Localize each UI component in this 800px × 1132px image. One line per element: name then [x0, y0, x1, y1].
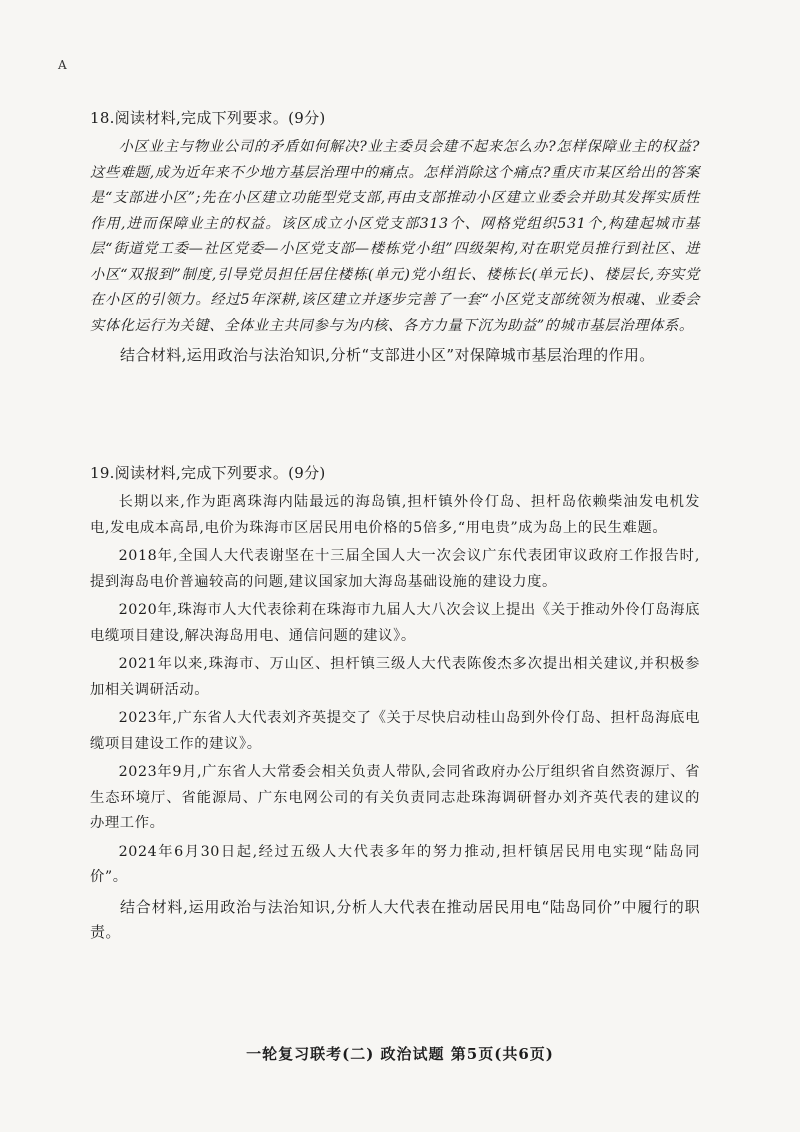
- question-19-paragraph: 2024年6月30日起,经过五级人大代表多年的努力推动,担杆镇居民用电实现“陆岛同价”。: [90, 843, 700, 885]
- question-19-header: 19.阅读材料,完成下列要求。(9分): [90, 464, 326, 482]
- question-19-paragraph: 长期以来,作为距离珠海内陆最远的海岛镇,担杆镇外伶仃岛、担杆岛依赖柴油发电机发电,发电成本高昂,电价为珠海市区居民用电价格的5倍多,“用电贵”成为岛上的民生难题。: [90, 494, 700, 536]
- corner-mark: A: [58, 58, 67, 72]
- question-19-paragraph: 2023年,广东省人大代表刘齐英提交了《关于尽快启动桂山岛到外伶仃岛、担杆岛海底电缆项目建设工作的建议》。: [90, 710, 700, 752]
- question-18-header: 18.阅读材料,完成下列要求。(9分): [90, 109, 326, 127]
- question-19-paragraph: 2020年,珠海市人大代表徐莉在珠海市九届人大八次会议上提出《关于推动外伶仃岛海底电缆项目建设,解决海岛用电、通信问题的建议》。: [90, 602, 700, 644]
- question-19-paragraph: 2018年,全国人大代表谢坚在十三届全国人大一次会议广东代表团审议政府工作报告时,提到海岛电价普遍较高的问题,建议国家加大海岛基础设施的建设力度。: [90, 548, 700, 590]
- question-19-paragraph: 2023年9月,广东省人大常委会相关负责人带队,会同省政府办公厅组织省自然资源厅、省生态环境厅、省能源局、广东电网公司的有关负责同志赴珠海调研督办刘齐英代表的建议的办理工作。: [90, 764, 700, 831]
- page-footer: 一轮复习联考(二) 政治试题 第5页(共6页): [246, 1045, 554, 1063]
- question-18-prompt: 结合材料,运用政治与法治知识,分析“支部进小区”对保障城市基层治理的作用。: [120, 346, 655, 364]
- question-18: [90, 107, 700, 369]
- question-19: [90, 462, 700, 949]
- question-19-prompt: 结合材料,运用政治与法治知识,分析人大代表在推动居民用电“陆岛同价”中履行的职责。: [90, 897, 700, 941]
- question-19-paragraph: 2021年以来,珠海市、万山区、担杆镇三级人大代表陈俊杰多次提出相关建议,并积极参加相关调研活动。: [90, 656, 700, 698]
- question-18-material: 小区业主与物业公司的矛盾如何解决?业主委员会建不起来怎么办?怎样保障业主的权益?这些难题,成为近年来不少地方基层治理中的痛点。怎样消除这个痛点?重庆市某区给出的答案是“支部进小区”;先在小区建立功能型党支部,再由支部推动小区建立业委会并助其发挥实质性作用,进而保障业主的权益。该区成立小区党支部313个、网格党组织531个,构建起城市基层“街道党工委—社区党委—小区党支部—楼栋党小组”四级架构,对在职党员推行到社区、进小区“双报到”制度,引导党员担任居住楼栋(单元)党小组长、楼栋长(单元长)、楼层长,夯实党在小区的引领力。经过5年深耕,该区建立并逐步完善了一套“小区党支部统领为根魂、业委会实体化运行为关键、全体业主共同参与为内核、各方力量下沉为助益”的城市基层治理体系。: [90, 139, 700, 334]
